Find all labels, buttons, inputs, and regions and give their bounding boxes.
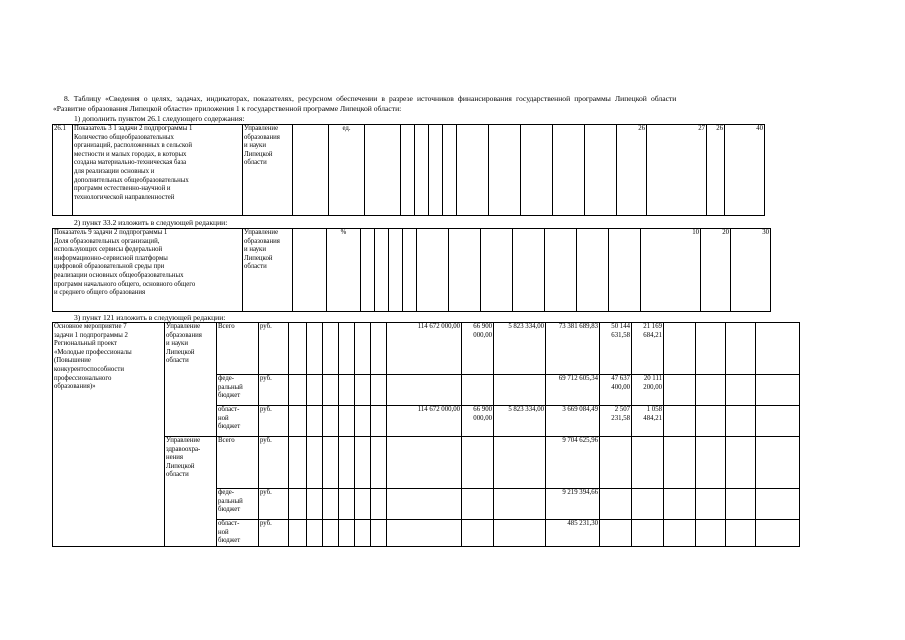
item1-value-1: 26 <box>617 125 647 216</box>
row-value <box>600 437 632 489</box>
row-value <box>632 437 664 489</box>
item2-value-2: 20 <box>701 229 731 312</box>
item2-table <box>52 228 771 312</box>
row-value <box>387 437 462 489</box>
row-value <box>462 437 494 489</box>
row-value: 21 169 684,21 <box>632 323 664 375</box>
row-unit: руб. <box>259 520 289 547</box>
row-value <box>632 520 664 547</box>
item1-value-4: 40 <box>725 125 765 216</box>
row-value <box>494 520 546 547</box>
row-value <box>462 375 494 406</box>
item2-indicator: Показатель 9 задачи 2 подпрограммы 1 Доля образовательных организаций, использующих сервисы федеральной информационно-сервисной платформы цифровой образовательной среды при реализации основных общеобразовательных программ начального общего, основного общего и среднего общего образования <box>53 229 243 312</box>
row-source: Всего <box>217 323 259 375</box>
row-value <box>462 489 494 520</box>
item1-num: 26.1 <box>53 125 73 216</box>
row-value <box>632 489 664 520</box>
row-value: 69 712 605,34 <box>546 375 600 406</box>
row-unit: руб. <box>259 323 289 375</box>
item3-measure: Основное мероприятие 7 задачи 1 подпрограммы 2 Региональный проект «Молодые профессионалы (Повышение конкурентоспособности профессионального образования)» <box>53 323 165 547</box>
row-value: 47 637 400,00 <box>600 375 632 406</box>
item2-executor: Управление образования и науки Липецкой области <box>243 229 293 312</box>
row-unit: руб. <box>259 437 289 489</box>
row-value <box>387 489 462 520</box>
row-value: 9 704 625,96 <box>546 437 600 489</box>
item3-executor-1: Управление образования и науки Липецкой области <box>165 323 217 437</box>
item1-unit: ед. <box>329 125 365 216</box>
row-source: Всего <box>217 437 259 489</box>
row-value: 114 672 000,00 <box>387 406 462 437</box>
row-value <box>462 520 494 547</box>
item2-value-1: 10 <box>641 229 701 312</box>
row-value <box>494 489 546 520</box>
item1-executor: Управление образования и науки Липецкой области <box>243 125 293 216</box>
row-value <box>387 520 462 547</box>
row-value: 2 507 231,58 <box>600 406 632 437</box>
row-unit: руб. <box>259 375 289 406</box>
row-value: 3 669 084,49 <box>546 406 600 437</box>
row-source: феде- ральный бюджет <box>217 375 259 406</box>
item1-indicator: Показатель 3 1 задачи 2 подпрограммы 1 Количество общеобразовательных организаций, расположенных в сельской местности и малых городах, в которых создана материально-техническая база для реализации основных и дополнительных общеобразовательных программ естественно-научной и технологической направленностей <box>73 125 243 216</box>
item3-table <box>52 322 800 547</box>
item1-table <box>52 124 765 216</box>
row-value <box>387 375 462 406</box>
row-source: област- ной бюджет <box>217 406 259 437</box>
item2-value-3: 30 <box>731 229 771 312</box>
row-value: 5 823 334,00 <box>494 323 546 375</box>
row-value: 9 219 394,66 <box>546 489 600 520</box>
row-source: феде- ральный бюджет <box>217 489 259 520</box>
row-value <box>494 375 546 406</box>
row-value: 5 823 334,00 <box>494 406 546 437</box>
row-value: 66 900 000,00 <box>462 406 494 437</box>
item2-unit: % <box>327 229 361 312</box>
row-value: 1 058 484,21 <box>632 406 664 437</box>
item2-caption: 2) пункт 33.2 изложить в следующей редакции: <box>74 218 228 227</box>
table-row <box>53 437 800 489</box>
row-value: 485 231,30 <box>546 520 600 547</box>
row-source: област- ной бюджет <box>217 520 259 547</box>
intro-line-2: «Развитие образования Липецкой области» приложения 1 к государственной программе Липецкой области: <box>53 104 402 113</box>
item1-value-3: 26 <box>707 125 725 216</box>
row-value: 50 144 631,58 <box>600 323 632 375</box>
row-value: 66 900 000,00 <box>462 323 494 375</box>
row-unit: руб. <box>259 489 289 520</box>
item3-caption: 3) пункт 121 изложить в следующей редакции: <box>74 313 226 322</box>
item1-caption: 1) дополнить пунктом 26.1 следующего содержания: <box>74 114 245 123</box>
intro-line-1: 8. Таблицу «Сведения о целях, задачах, индикаторах, показателях, ресурсном обеспечении в разрезе источников финансирования государственной программы Липецкой области <box>64 94 677 103</box>
item1-value-2: 27 <box>647 125 707 216</box>
table-row <box>53 323 800 375</box>
row-value <box>600 520 632 547</box>
row-value: 20 111 200,00 <box>632 375 664 406</box>
row-value <box>600 489 632 520</box>
row-value: 114 672 000,00 <box>387 323 462 375</box>
row-value: 73 381 689,83 <box>546 323 600 375</box>
row-unit: руб. <box>259 406 289 437</box>
item3-executor-2: Управление здравоохра- нения Липецкой области <box>165 437 217 547</box>
row-value <box>494 437 546 489</box>
